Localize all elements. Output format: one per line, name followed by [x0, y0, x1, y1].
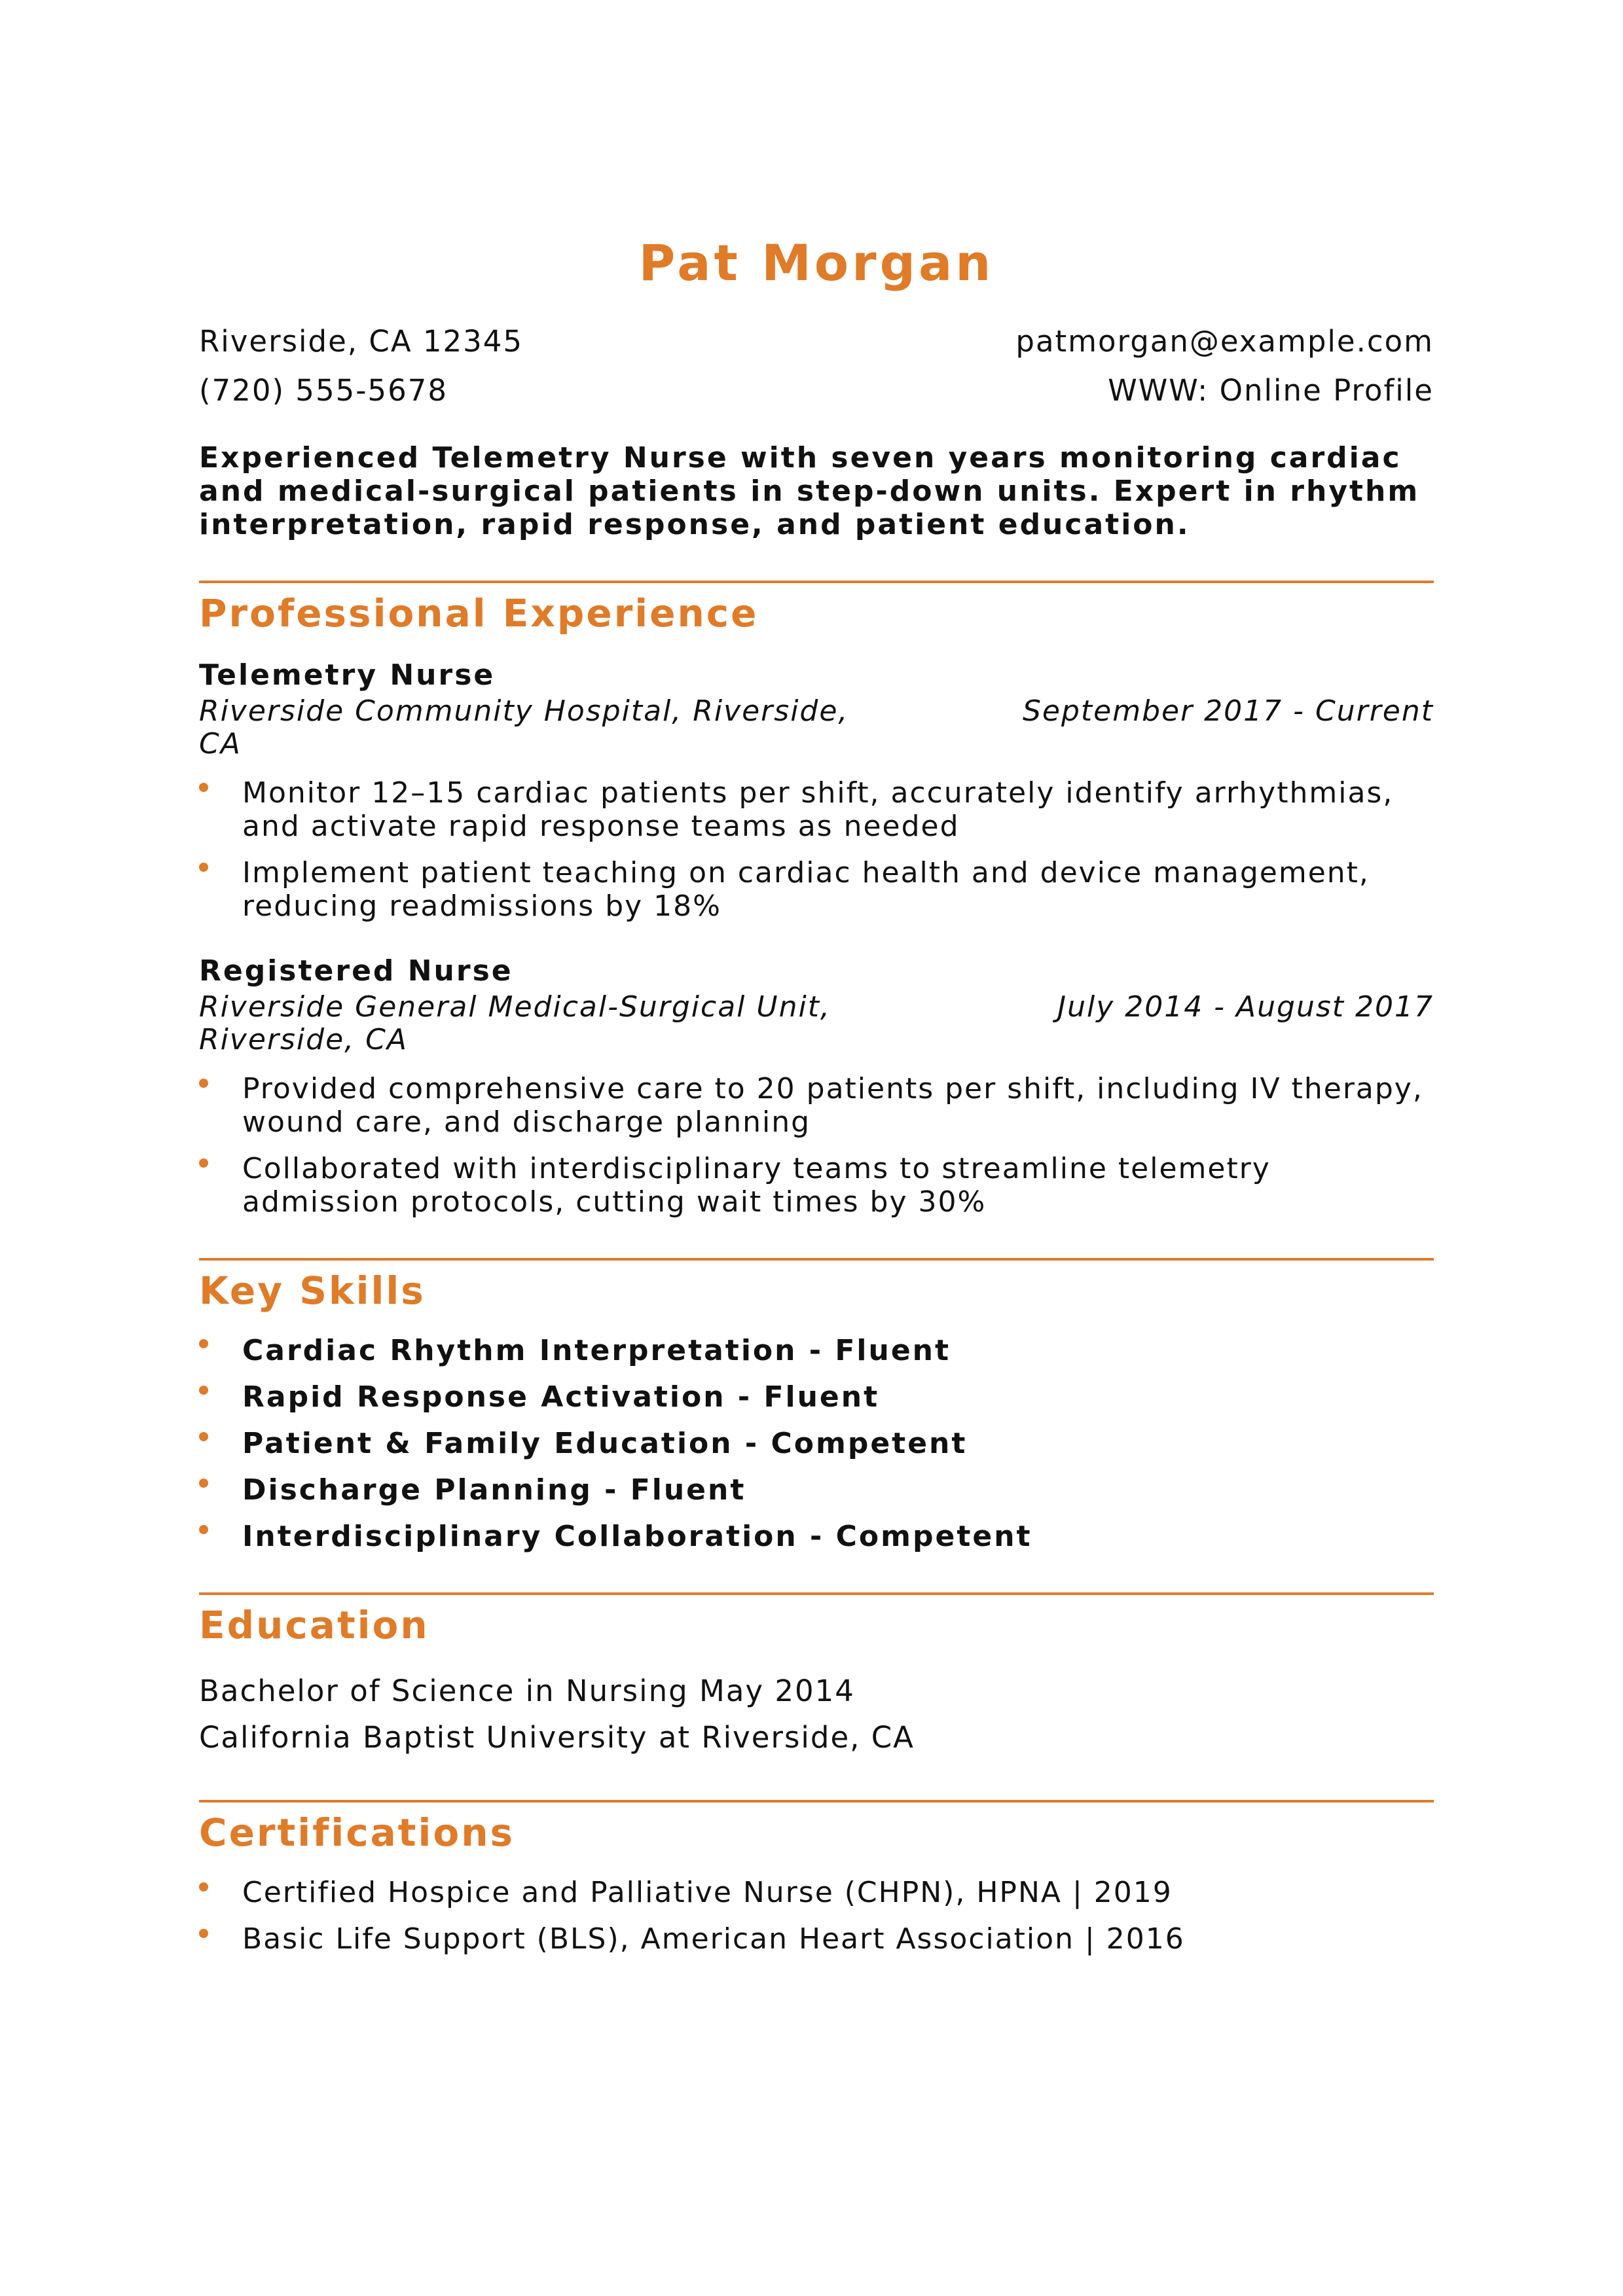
job-dates: September 2017 - Current — [1022, 694, 1434, 728]
list-item — [199, 1152, 1434, 1219]
bullet-icon — [199, 1525, 208, 1534]
email-link[interactable]: patmorgan@example.com — [1015, 323, 1434, 359]
school-line: California Baptist University at Riverside, CA — [199, 1720, 915, 1755]
list-item — [199, 1876, 1434, 1909]
bullet-icon — [199, 1479, 208, 1488]
bullet-icon — [199, 783, 208, 792]
bullet-icon — [199, 1339, 208, 1348]
bullet-icon — [199, 1929, 208, 1938]
section-divider — [199, 581, 1434, 583]
bullet-icon — [199, 1386, 208, 1395]
phone: (720) 555-5678 — [199, 372, 448, 408]
job-dates: July 2014 - August 2017 — [1057, 990, 1434, 1024]
skill-text: Rapid Response Activation - Fluent — [242, 1380, 880, 1414]
skills-section — [199, 1258, 1434, 1553]
section-divider — [199, 1592, 1434, 1595]
skill-text: Discharge Planning - Fluent — [242, 1473, 746, 1507]
bullet-text: Implement patient teaching on cardiac health and device management, reducing readmissions by 18% — [242, 856, 1370, 924]
professional-summary: Experienced Telemetry Nurse with seven years monitoring cardiac and medical-surgical patients in step-down units. Expert in rhythm interpretation, rapid response, and patient education. — [199, 440, 1420, 541]
experience-heading: Professional Experience — [199, 590, 759, 636]
job-title: Telemetry Nurse — [199, 658, 496, 692]
experience-section — [199, 581, 1434, 1219]
certification-text: Certified Hospice and Palliative Nurse (CHPN), HPNA | 2019 — [242, 1875, 1173, 1909]
contact-row-2 — [199, 366, 1434, 415]
certifications-section — [199, 1800, 1434, 1956]
certifications-list — [199, 1876, 1434, 1956]
list-item — [199, 1334, 1434, 1367]
job-bullets — [199, 776, 1434, 923]
job-bullets — [199, 1072, 1434, 1219]
job-employer: Riverside Community Hospital, Riverside, CA — [199, 694, 849, 761]
skills-heading: Key Skills — [199, 1268, 426, 1314]
list-item — [199, 856, 1434, 923]
skill-text: Cardiac Rhythm Interpretation - Fluent — [242, 1333, 951, 1367]
bullet-text: Provided comprehensive care to 20 patients per shift, including IV therapy, wound care, and discharge planning — [242, 1072, 1423, 1139]
address: Riverside, CA 12345 — [199, 323, 524, 359]
certification-text: Basic Life Support (BLS), American Heart Association | 2016 — [242, 1922, 1185, 1956]
contact-row-1 — [199, 317, 1434, 366]
list-item — [199, 1473, 1434, 1507]
skill-text: Patient & Family Education - Competent — [242, 1426, 968, 1460]
bullet-icon — [199, 863, 208, 872]
list-item — [199, 1380, 1434, 1414]
bullet-icon — [199, 1882, 208, 1892]
job-title: Registered Nurse — [199, 954, 513, 988]
list-item — [199, 1427, 1434, 1460]
job-employer: Riverside General Medical-Surgical Unit, Riverside, CA — [199, 990, 831, 1057]
bullet-icon — [199, 1158, 208, 1168]
bullet-icon — [199, 1079, 208, 1088]
education-section — [199, 1592, 1434, 1761]
job-entry — [199, 952, 1434, 1219]
list-item — [199, 776, 1434, 843]
resume-page — [199, 236, 1434, 1995]
skill-text: Interdisciplinary Collaboration - Competent — [242, 1519, 1032, 1553]
degree-line: Bachelor of Science in Nursing May 2014 — [199, 1674, 855, 1709]
list-item — [199, 1922, 1434, 1956]
website-link[interactable]: WWW: Online Profile — [1108, 372, 1434, 408]
job-meta — [199, 991, 1434, 1056]
candidate-name: Pat Morgan — [638, 234, 994, 292]
certifications-heading: Certifications — [199, 1810, 515, 1856]
list-item — [199, 1072, 1434, 1139]
section-divider — [199, 1800, 1434, 1803]
job-meta — [199, 695, 1434, 761]
skills-list — [199, 1334, 1434, 1553]
section-divider — [199, 1258, 1434, 1261]
bullet-icon — [199, 1432, 208, 1441]
education-heading: Education — [199, 1602, 429, 1647]
list-item — [199, 1520, 1434, 1553]
bullet-text: Monitor 12–15 cardiac patients per shift, accurately identify arrhythmias, and activate rapid response teams as needed — [242, 776, 1394, 844]
bullet-text: Collaborated with interdisciplinary teams to streamline telemetry admission protocols, cutting wait times by 30% — [242, 1152, 1271, 1219]
job-entry — [199, 656, 1434, 923]
